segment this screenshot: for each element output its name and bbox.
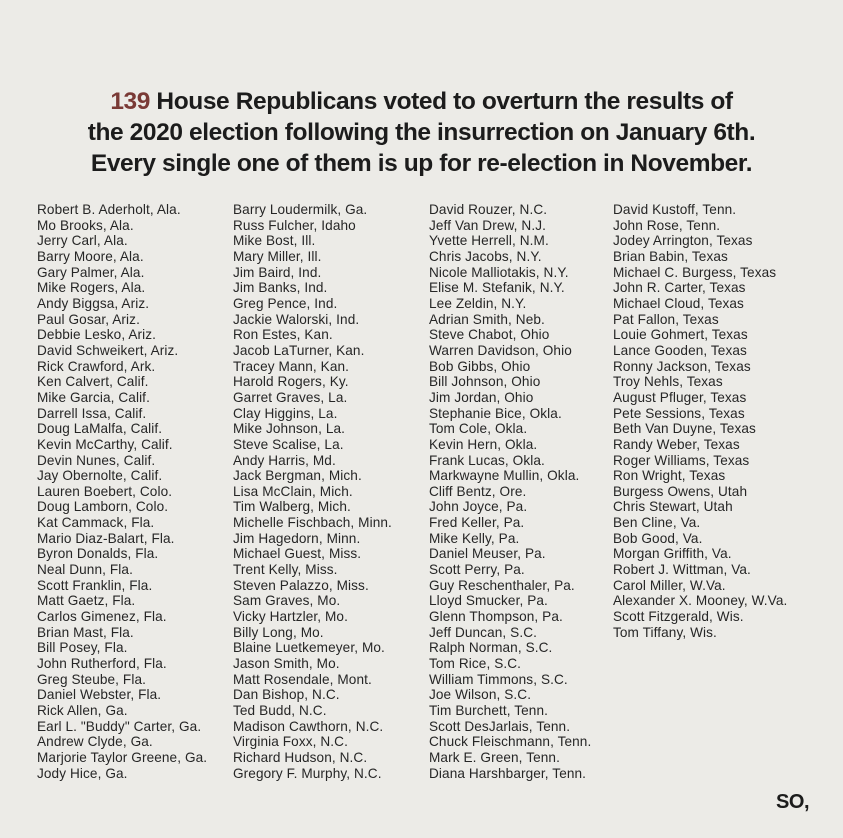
names-column-2 bbox=[233, 202, 392, 781]
representative-name: Markwayne Mullin, Okla. bbox=[429, 468, 580, 484]
representative-name: Jerry Carl, Ala. bbox=[37, 233, 128, 249]
representative-name: Lloyd Smucker, Pa. bbox=[429, 593, 548, 609]
representative-name: John Rutherford, Fla. bbox=[37, 656, 167, 672]
representative-name: Michael Guest, Miss. bbox=[233, 546, 362, 562]
representative-name: Guy Reschenthaler, Pa. bbox=[429, 577, 575, 593]
representative-name: Tom Rice, S.C. bbox=[429, 656, 522, 672]
representative-name: Ralph Norman, S.C. bbox=[429, 640, 553, 656]
representative-name: Mark E. Green, Tenn. bbox=[429, 749, 560, 765]
representative-name: Daniel Meuser, Pa. bbox=[429, 546, 546, 562]
representative-name: Jeff Van Drew, N.J. bbox=[429, 217, 546, 233]
representative-name: Clay Higgins, La. bbox=[233, 405, 338, 421]
so-logo: SO, bbox=[776, 791, 809, 813]
representative-name: Matt Gaetz, Fla. bbox=[37, 593, 136, 609]
representative-name: Greg Steube, Fla. bbox=[37, 671, 146, 687]
representative-name: Vicky Hartzler, Mo. bbox=[233, 609, 348, 625]
representative-name: Steve Chabot, Ohio bbox=[429, 327, 550, 343]
representative-name: Jim Banks, Ind. bbox=[233, 280, 328, 296]
headline-line-3: Every single one of them is up for re-election in November. bbox=[90, 150, 753, 177]
representative-name: Gary Palmer, Ala. bbox=[37, 264, 145, 280]
representative-name: Mike Bost, Ill. bbox=[233, 233, 316, 249]
representative-name: Mario Diaz-Balart, Fla. bbox=[37, 530, 175, 546]
representative-name: Mary Miller, Ill. bbox=[233, 248, 322, 264]
representative-name: Darrell Issa, Calif. bbox=[37, 405, 147, 421]
representative-name: Rick Allen, Ga. bbox=[37, 703, 128, 718]
representative-name: Kevin Hern, Okla. bbox=[429, 436, 538, 452]
representative-name: Harold Rogers, Ky. bbox=[233, 374, 349, 390]
representative-name: Chuck Fleischmann, Tenn. bbox=[429, 734, 592, 750]
representative-name: Nicole Malliotakis, N.Y. bbox=[429, 264, 569, 280]
representative-name: Pete Sessions, Texas bbox=[613, 405, 745, 421]
representative-name: Scott Franklin, Fla. bbox=[37, 577, 153, 593]
representative-name: John Rose, Tenn. bbox=[613, 217, 721, 233]
representative-name: Devin Nunes, Calif. bbox=[37, 452, 156, 468]
representative-name: Adrian Smith, Neb. bbox=[429, 311, 545, 327]
representative-name: Beth Van Duyne, Texas bbox=[613, 421, 756, 437]
representative-name: Jody Hice, Ga. bbox=[37, 765, 128, 781]
representative-name: Burgess Owens, Utah bbox=[613, 483, 748, 499]
representative-name: Tracey Mann, Kan. bbox=[233, 358, 350, 374]
representative-name: Jackie Walorski, Ind. bbox=[233, 311, 360, 327]
representative-name: Jason Smith, Mo. bbox=[233, 656, 340, 672]
representative-name: Daniel Webster, Fla. bbox=[37, 687, 162, 703]
representative-name: Barry Moore, Ala. bbox=[37, 248, 144, 264]
representative-name: Elise M. Stefanik, N.Y. bbox=[429, 280, 565, 296]
representative-name: Debbie Lesko, Ariz. bbox=[37, 327, 157, 343]
representative-name: David Rouzer, N.C. bbox=[429, 202, 548, 217]
representative-name: Joe Wilson, S.C. bbox=[429, 687, 532, 703]
representative-name: Frank Lucas, Okla. bbox=[429, 452, 545, 468]
representative-name: Roger Williams, Texas bbox=[613, 452, 750, 468]
representative-name: Stephanie Bice, Okla. bbox=[429, 405, 562, 421]
representative-name: Brian Mast, Fla. bbox=[37, 624, 134, 640]
representative-name: David Kustoff, Tenn. bbox=[613, 202, 737, 217]
representative-name: Mo Brooks, Ala. bbox=[37, 217, 134, 233]
representative-name: Richard Hudson, N.C. bbox=[233, 749, 368, 765]
representative-name: Alexander X. Mooney, W.Va. bbox=[613, 593, 788, 609]
representative-name: Byron Donalds, Fla. bbox=[37, 546, 159, 562]
representative-name: Mike Garcia, Calif. bbox=[37, 389, 150, 405]
representative-name: Steven Palazzo, Miss. bbox=[233, 577, 369, 593]
representative-name: Ken Calvert, Calif. bbox=[37, 374, 149, 390]
representative-name: Mike Johnson, La. bbox=[233, 421, 346, 437]
representative-name: Dan Bishop, N.C. bbox=[233, 687, 340, 703]
representative-name: Lance Gooden, Texas bbox=[613, 342, 747, 358]
representative-name: Chris Stewart, Utah bbox=[613, 499, 733, 515]
representative-name: Bill Posey, Fla. bbox=[37, 640, 128, 656]
representative-name: Robert B. Aderholt, Ala. bbox=[37, 202, 181, 217]
representative-name: Tim Walberg, Mich. bbox=[233, 499, 351, 515]
names-column-4 bbox=[613, 202, 787, 640]
representative-name: Russ Fulcher, Idaho bbox=[233, 217, 356, 233]
representative-name: Brian Babin, Texas bbox=[613, 248, 728, 264]
representative-name: Tom Cole, Okla. bbox=[429, 421, 528, 437]
representative-name: Morgan Griffith, Va. bbox=[613, 546, 732, 562]
representative-name: Ben Cline, Va. bbox=[613, 515, 701, 531]
representative-name: Madison Cawthorn, N.C. bbox=[233, 718, 384, 734]
representative-name: Louie Gohmert, Texas bbox=[613, 327, 748, 343]
representative-name: Scott Perry, Pa. bbox=[429, 562, 525, 578]
representative-name: Jodey Arrington, Texas bbox=[613, 233, 753, 249]
representative-name: Earl L. "Buddy" Carter, Ga. bbox=[37, 718, 202, 734]
representative-name: Virginia Foxx, N.C. bbox=[233, 734, 348, 750]
representative-name: Andy Harris, Md. bbox=[233, 452, 336, 468]
representative-name: Jacob LaTurner, Kan. bbox=[233, 342, 365, 358]
representative-name: Ron Estes, Kan. bbox=[233, 327, 333, 343]
representative-name: Tom Tiffany, Wis. bbox=[613, 624, 717, 640]
representative-name: Ron Wright, Texas bbox=[613, 468, 726, 484]
representative-name: Chris Jacobs, N.Y. bbox=[429, 248, 542, 264]
representative-name: Matt Rosendale, Mont. bbox=[233, 671, 372, 687]
representative-name: Robert J. Wittman, Va. bbox=[613, 562, 751, 578]
representative-name: Lauren Boebert, Colo. bbox=[37, 483, 173, 499]
representative-name: Lee Zeldin, N.Y. bbox=[429, 295, 527, 311]
representative-name: Bob Gibbs, Ohio bbox=[429, 358, 531, 374]
representative-name: Gregory F. Murphy, N.C. bbox=[233, 765, 382, 781]
representative-name: Michael C. Burgess, Texas bbox=[613, 264, 777, 280]
representative-name: Billy Long, Mo. bbox=[233, 624, 324, 640]
headline-line-1 bbox=[0, 86, 843, 117]
representative-name: John Joyce, Pa. bbox=[429, 499, 528, 515]
representative-name: Doug Lamborn, Colo. bbox=[37, 499, 169, 515]
representative-name: John R. Carter, Texas bbox=[613, 280, 746, 296]
headline-line-2: the 2020 election following the insurrection on January 6th. bbox=[87, 119, 756, 146]
representative-name: Neal Dunn, Fla. bbox=[37, 562, 133, 578]
representative-name: Trent Kelly, Miss. bbox=[233, 562, 338, 578]
representative-name: Jack Bergman, Mich. bbox=[233, 468, 362, 484]
representative-name: Mike Rogers, Ala. bbox=[37, 280, 146, 296]
representative-name: Mike Kelly, Pa. bbox=[429, 530, 520, 546]
representative-name: Pat Fallon, Texas bbox=[613, 311, 719, 327]
headline-line-1-text: House Republicans voted to overturn the results of bbox=[150, 88, 733, 115]
representative-name: Steve Scalise, La. bbox=[233, 436, 344, 452]
representative-name: Barry Loudermilk, Ga. bbox=[233, 202, 368, 217]
representative-name: Greg Pence, Ind. bbox=[233, 295, 338, 311]
headline-count: 139 bbox=[110, 88, 150, 115]
representative-name: Cliff Bentz, Ore. bbox=[429, 483, 527, 499]
representative-name: Sam Graves, Mo. bbox=[233, 593, 341, 609]
representative-name: Bill Johnson, Ohio bbox=[429, 374, 541, 390]
representative-name: Glenn Thompson, Pa. bbox=[429, 609, 563, 625]
representative-name: Jim Jordan, Ohio bbox=[429, 389, 534, 405]
representative-name: Kevin McCarthy, Calif. bbox=[37, 436, 173, 452]
representative-name: Randy Weber, Texas bbox=[613, 436, 740, 452]
representative-name: Blaine Luetkemeyer, Mo. bbox=[233, 640, 385, 656]
representative-name: Carol Miller, W.Va. bbox=[613, 577, 726, 593]
representative-name: Paul Gosar, Ariz. bbox=[37, 311, 140, 327]
representative-name: Ted Budd, N.C. bbox=[233, 703, 327, 718]
representative-name: Scott Fitzgerald, Wis. bbox=[613, 609, 744, 625]
representative-name: Ronny Jackson, Texas bbox=[613, 358, 751, 374]
representative-name: Doug LaMalfa, Calif. bbox=[37, 421, 163, 437]
representative-name: Jim Baird, Ind. bbox=[233, 264, 322, 280]
representative-name: Marjorie Taylor Greene, Ga. bbox=[37, 749, 208, 765]
representative-name: August Pfluger, Texas bbox=[613, 389, 747, 405]
representative-name: Warren Davidson, Ohio bbox=[429, 342, 572, 358]
headline bbox=[0, 86, 843, 179]
representative-name: Fred Keller, Pa. bbox=[429, 515, 525, 531]
representative-name: Scott DesJarlais, Tenn. bbox=[429, 718, 571, 734]
representative-name: David Schweikert, Ariz. bbox=[37, 342, 179, 358]
representative-name: Garret Graves, La. bbox=[233, 389, 348, 405]
representative-name: Lisa McClain, Mich. bbox=[233, 483, 353, 499]
names-column-1 bbox=[37, 202, 207, 781]
representative-name: Andrew Clyde, Ga. bbox=[37, 734, 153, 750]
representative-name: Jim Hagedorn, Minn. bbox=[233, 530, 361, 546]
representative-name: Carlos Gimenez, Fla. bbox=[37, 609, 167, 625]
representative-name: Tim Burchett, Tenn. bbox=[429, 703, 549, 718]
representative-name: Diana Harshbarger, Tenn. bbox=[429, 765, 587, 781]
representative-name: Michael Cloud, Texas bbox=[613, 295, 744, 311]
representative-name: Michelle Fischbach, Minn. bbox=[233, 515, 392, 531]
representative-name: Kat Cammack, Fla. bbox=[37, 515, 155, 531]
representative-name: Yvette Herrell, N.M. bbox=[429, 233, 549, 249]
representative-name: Rick Crawford, Ark. bbox=[37, 358, 156, 374]
representative-name: William Timmons, S.C. bbox=[429, 671, 568, 687]
representative-name: Troy Nehls, Texas bbox=[613, 374, 723, 390]
representative-name: Jay Obernolte, Calif. bbox=[37, 468, 163, 484]
representative-name: Bob Good, Va. bbox=[613, 530, 703, 546]
names-column-3 bbox=[429, 202, 591, 781]
representative-name: Andy Biggsa, Ariz. bbox=[37, 295, 150, 311]
representative-name: Jeff Duncan, S.C. bbox=[429, 624, 537, 640]
